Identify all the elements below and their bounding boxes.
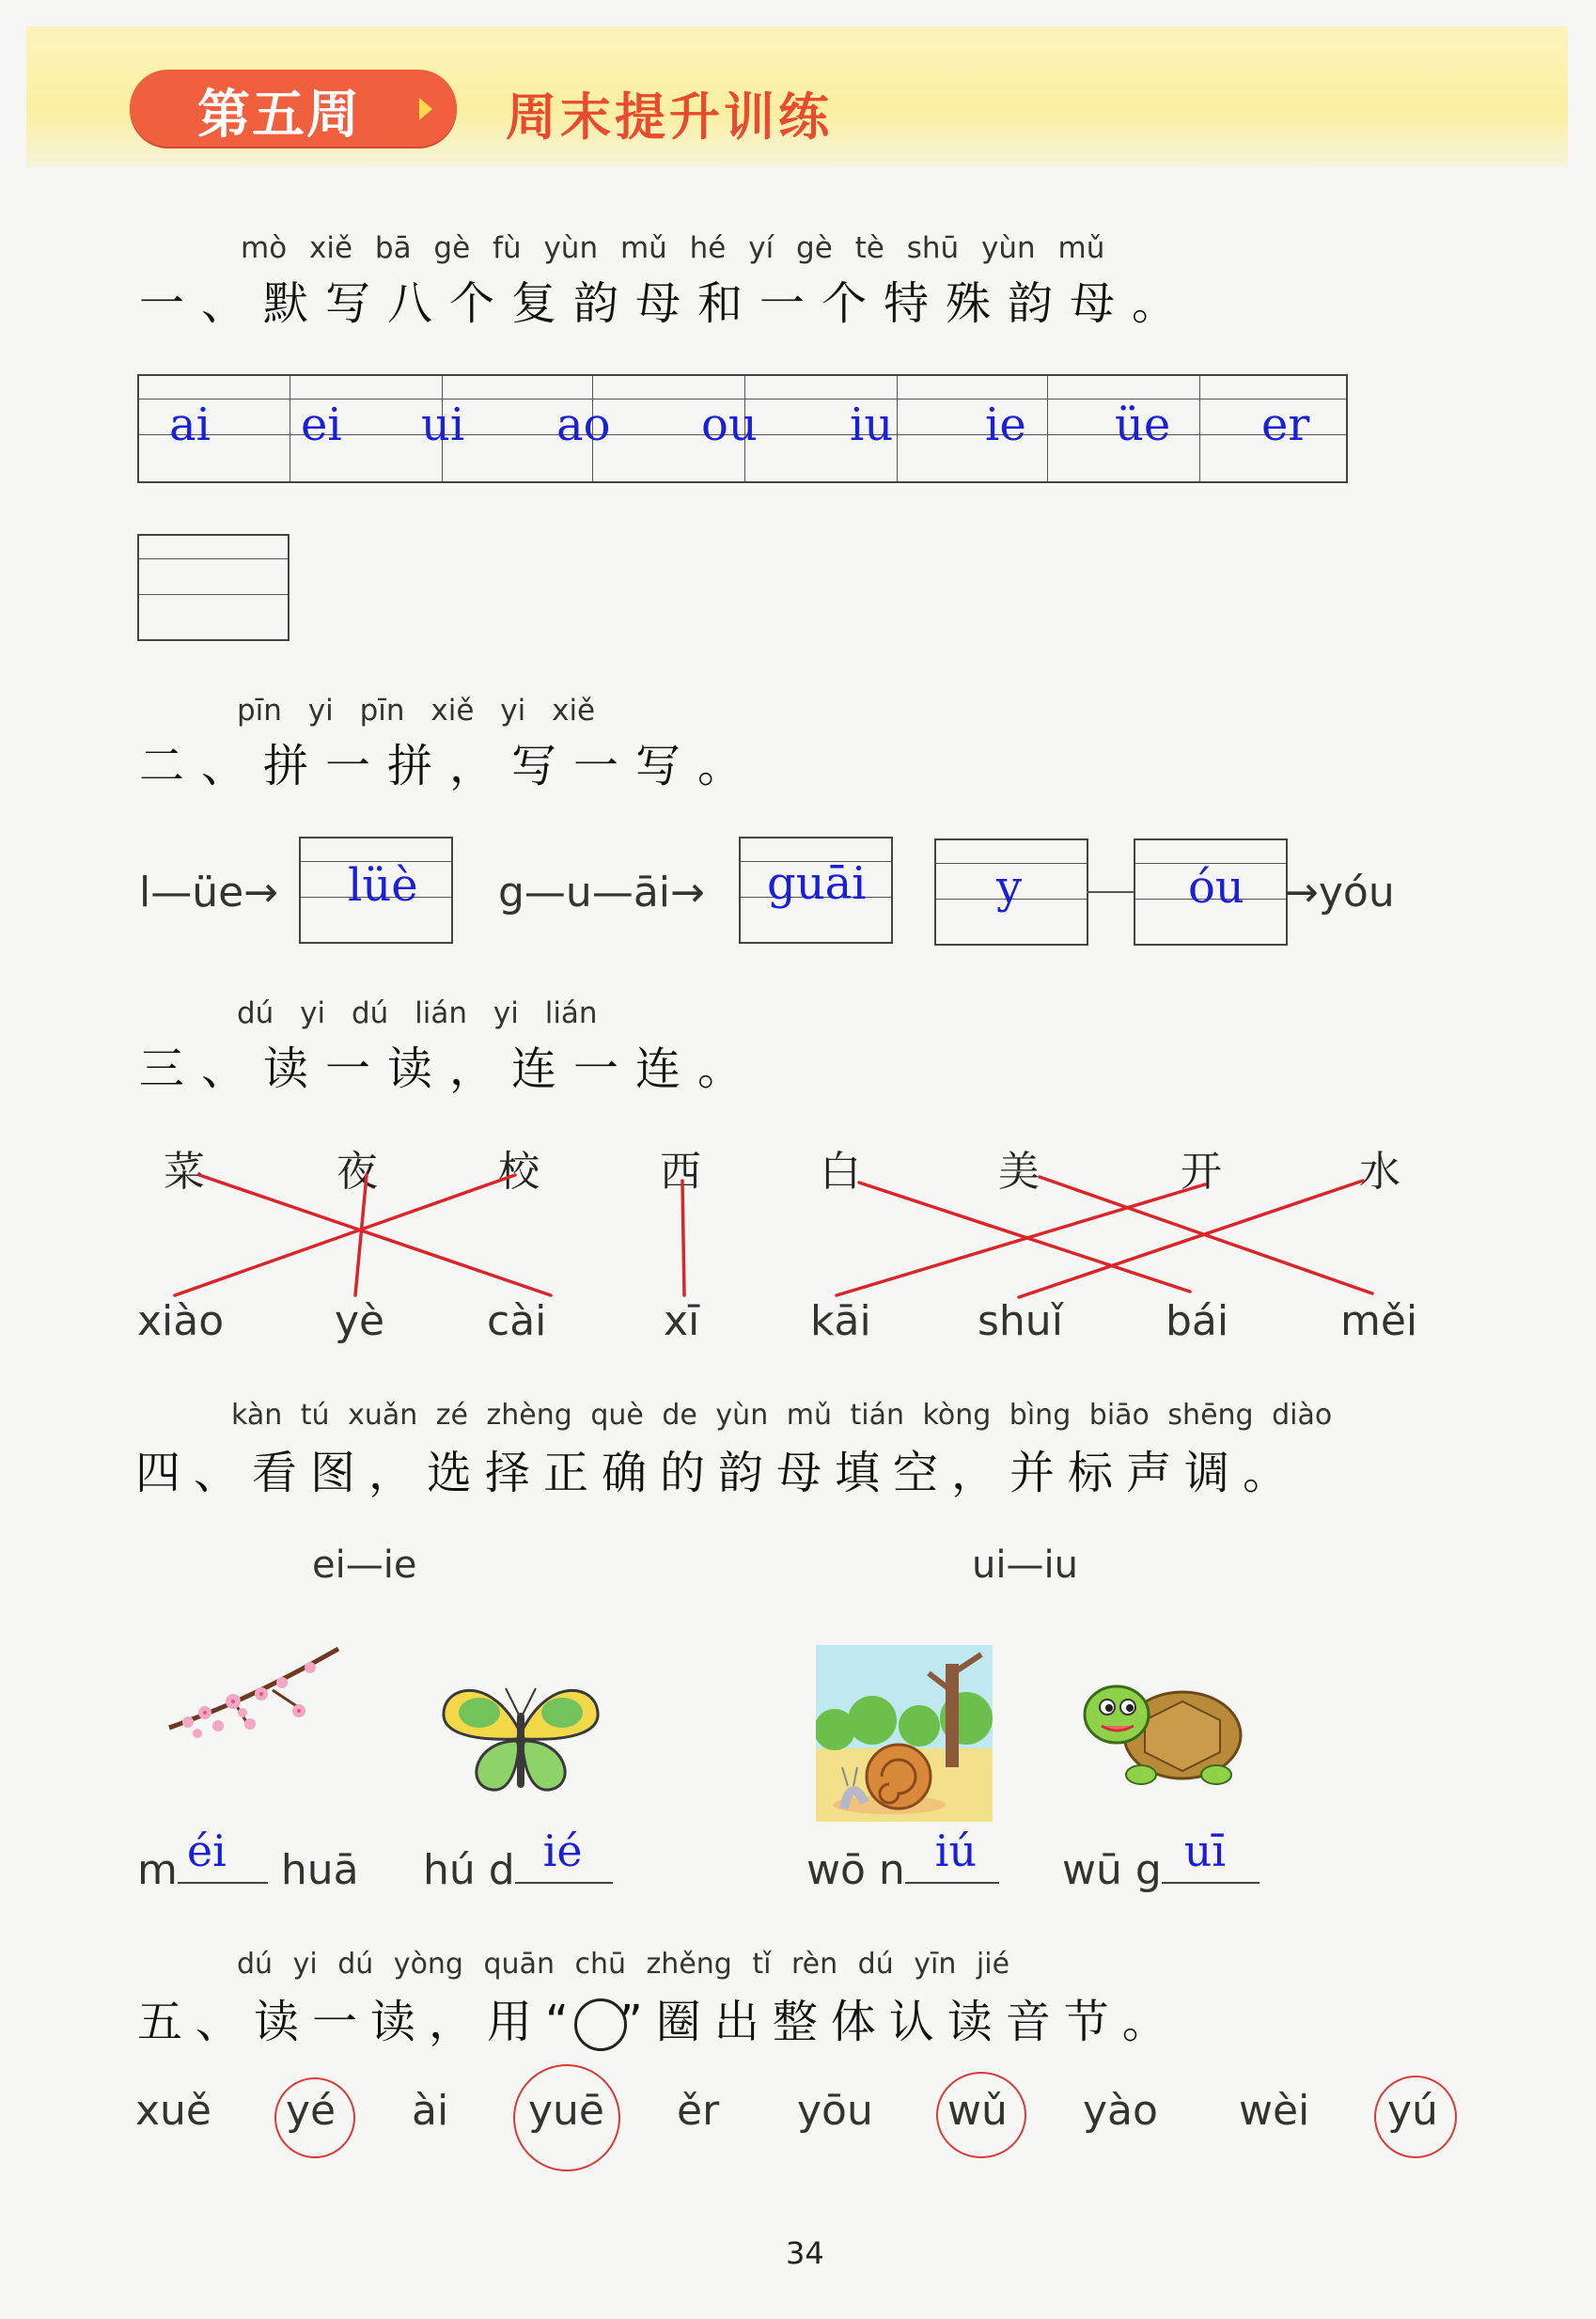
q5-syllable-7: wǔ	[947, 2087, 1008, 2135]
q3-pinyin-5: kāi	[810, 1297, 871, 1345]
q5-syllable-3: ài	[412, 2087, 449, 2135]
q3-pinyin-3: cài	[487, 1297, 547, 1345]
q1-answer-7: ie	[985, 399, 1026, 451]
q1-answer-1: ai	[169, 399, 211, 451]
q3-pinyin-6: shuǐ	[978, 1297, 1063, 1345]
q3-pinyin-2: yè	[335, 1297, 385, 1345]
q5-syllable-5: ěr	[677, 2087, 720, 2135]
q3-question: 三、读一读，连一连。	[139, 1042, 760, 1095]
q2-item2-parts: g—u—āi→	[498, 869, 705, 917]
week-label: 第五周	[197, 85, 361, 146]
q3-char-8: 水	[1359, 1148, 1400, 1196]
q4-answer-3: iú	[934, 1825, 978, 1876]
q1-answer-6: iu	[850, 399, 894, 451]
q3-pinyin-7: bái	[1166, 1297, 1229, 1345]
snail-picture	[816, 1645, 993, 1822]
q5-syllable-4: yuē	[528, 2087, 604, 2135]
q3-char-3: 校	[498, 1148, 540, 1196]
q5-syllable-1: xuě	[135, 2087, 211, 2135]
q3-char-6: 美	[998, 1148, 1040, 1196]
match-line-4	[682, 1181, 684, 1295]
q1-answer-5: ou	[701, 399, 758, 451]
page-number: 34	[786, 2235, 824, 2271]
match-line-2	[355, 1175, 367, 1295]
q4-question: 四、看图，选择正确的韵母填空，并标声调。	[135, 1447, 1302, 1499]
q5-syllable-6: yōu	[797, 2087, 873, 2135]
q3-pinyin-1: xiào	[137, 1297, 225, 1345]
q4-choice-2: ui—iu	[972, 1543, 1078, 1587]
q2-item3-answer-2: óu	[1188, 861, 1244, 914]
q4-item3: wō n iú	[806, 1841, 999, 1894]
q1-answer-8: üe	[1115, 399, 1171, 451]
q2-item3-answer-1: y	[996, 861, 1023, 914]
match-line-3	[175, 1175, 515, 1295]
q3-char-7: 开	[1181, 1148, 1222, 1196]
q3-char-5: 白	[820, 1148, 861, 1196]
q2-item2-answer: guāi	[767, 857, 867, 910]
q4-item4: wū g uī	[1062, 1841, 1260, 1894]
q1-answer-9: er	[1261, 399, 1310, 451]
q4-item2: hú d ié	[423, 1841, 613, 1894]
q5-syllable-2: yé	[286, 2087, 336, 2135]
q2-item3-result: →yóu	[1284, 869, 1395, 917]
answer-circle	[936, 2072, 1026, 2158]
q1-answer-3: ui	[421, 399, 465, 451]
q1-question: 一、默写八个复韵母和一个特殊韵母。	[139, 277, 1195, 330]
q3-char-2: 夜	[336, 1148, 378, 1196]
q2-pinyin: pīn yi pīn xiě yi xiě	[237, 694, 596, 728]
q3-pinyin-4: xī	[664, 1297, 700, 1345]
answer-circle	[1374, 2076, 1457, 2158]
butterfly-picture	[436, 1675, 605, 1797]
q2-question: 二、拼一拼，写一写。	[139, 740, 760, 792]
q2-item1-answer: lüè	[348, 859, 418, 912]
q3-char-1: 菜	[164, 1148, 205, 1196]
match-line-8	[1019, 1181, 1363, 1297]
q1-answer-2: ei	[301, 399, 342, 451]
answer-circle	[274, 2077, 355, 2158]
q4-item1: m éi huā	[137, 1825, 359, 1894]
q5-syllable-9: wèi	[1239, 2087, 1310, 2135]
q1-answer-4: ao	[556, 399, 611, 451]
q4-answer-1: éi	[186, 1825, 227, 1876]
plum-blossom-picture	[160, 1636, 348, 1748]
q5-pinyin: dú yi dú yòng quān chū zhěng tǐ rèn dú yīn jié	[237, 1948, 1010, 1981]
q5-syllable-10: yú	[1387, 2087, 1438, 2135]
q1-pinyin: mò xiě bā gè fù yùn mǔ hé yí gè tè shū yùn mǔ	[241, 231, 1105, 265]
q4-choice-1: ei—ie	[312, 1543, 417, 1587]
answer-circle	[513, 2064, 620, 2171]
q5-syllable-8: yào	[1083, 2087, 1158, 2135]
q4-answer-4: uī	[1183, 1825, 1227, 1876]
q4-answer-2: ié	[542, 1825, 583, 1876]
q2-item1-parts: l—üe→	[139, 869, 279, 917]
q3-pinyin-8: měi	[1340, 1297, 1418, 1345]
header-title: 周末提升训练	[506, 87, 833, 147]
q3-pinyin: dú yi dú lián yi lián	[237, 996, 598, 1030]
q4-pinyin: kàn tú xuǎn zé zhèng què de yùn mǔ tián kòng bìng biāo shēng diào	[231, 1399, 1333, 1432]
q3-char-4: 西	[660, 1148, 701, 1196]
q5-question: 五、读一读，用“ ”圈出整体认读音节。	[137, 1985, 1181, 2051]
match-line-1	[199, 1175, 551, 1295]
turtle-picture	[1079, 1673, 1248, 1795]
